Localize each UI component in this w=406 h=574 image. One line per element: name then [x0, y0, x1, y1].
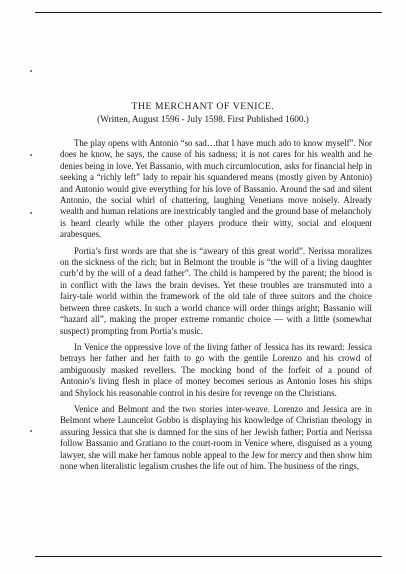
margin-mark	[30, 212, 32, 214]
margin-mark	[30, 70, 32, 72]
paragraph: Venice and Belmont and the two stories inter-weave. Lorenzo and Jessica are in Belmont where Launcelot Gobbo is displaying his knowledge of Christian theology in assuring Jessica that she is damned for the sins of her Jewish father; Portia and Nerissa follow Bassanio and Gratiano to the court-room in Venice where, disguised as a young lawyer, she will make her famous noble appeal to the Jew for mercy and then show him none when literalistic legalism crushes the life out of him. The business of the rings,	[60, 403, 372, 471]
paragraph: The play opens with Antonio “so sad…that I have much ado to know myself”. Nor does he know, he says, the cause of his sadness; it is not cares for his wealth and he denies being in love. Yet Bassanio, with much circumlocution, asks for financial help in seeking a “richly left” lady to repair his squandered means (mostly given by Antonio) and Antonio would give everything for his love of Bassanio. Around the sad and silent Antonio, the social whirl of chattering, laughing Venetians move noisely. Already wealth and human relations are inextricably tangled and the ground base of melancholy is heard clearly while the other players produce their witty, social and eloquent arabesques.	[60, 138, 372, 240]
document-title: THE MERCHANT OF VENICE.	[131, 101, 275, 112]
top-rule	[35, 12, 382, 13]
paragraph: Portia’s first words are that she is “aweary of this great world”. Nerissa moralizes on the sickness of the rich; but in Belmont the trouble is “the will of a living daughter curb’d by the will of a dead father”. The child is hampered by the parent; the blood is in conflict with the laws the brain devises. Yet these troubles are transmuted into a fairy-tale world within the framework of the old tale of three suitors and the choice between three caskets. In such a world chance will order things aright; Bassanio will “hazard all”, making the proper extreme romantic choice — with a little (somewhat suspect) prompting from Portia’s music.	[60, 245, 372, 336]
document-subtitle: (Written, August 1596 - July 1598. First Published 1600.)	[97, 114, 309, 124]
document-body	[60, 138, 372, 477]
paragraph: In Venice the oppressive love of the living father of Jessica has its reward: Jessica betrays her father and her faith to go with the gentile Lorenzo and his crowd of ambiguously masked revellers. The mocking bond of the forfeit of a pound of Antonio’s living flesh in place of money becomes serious as Antonio loses his ships and Shylock his reasonable control in his desire for revenge on the Christians.	[60, 341, 372, 398]
margin-mark	[30, 430, 32, 432]
margin-mark	[30, 154, 32, 156]
bottom-rule	[35, 556, 382, 557]
